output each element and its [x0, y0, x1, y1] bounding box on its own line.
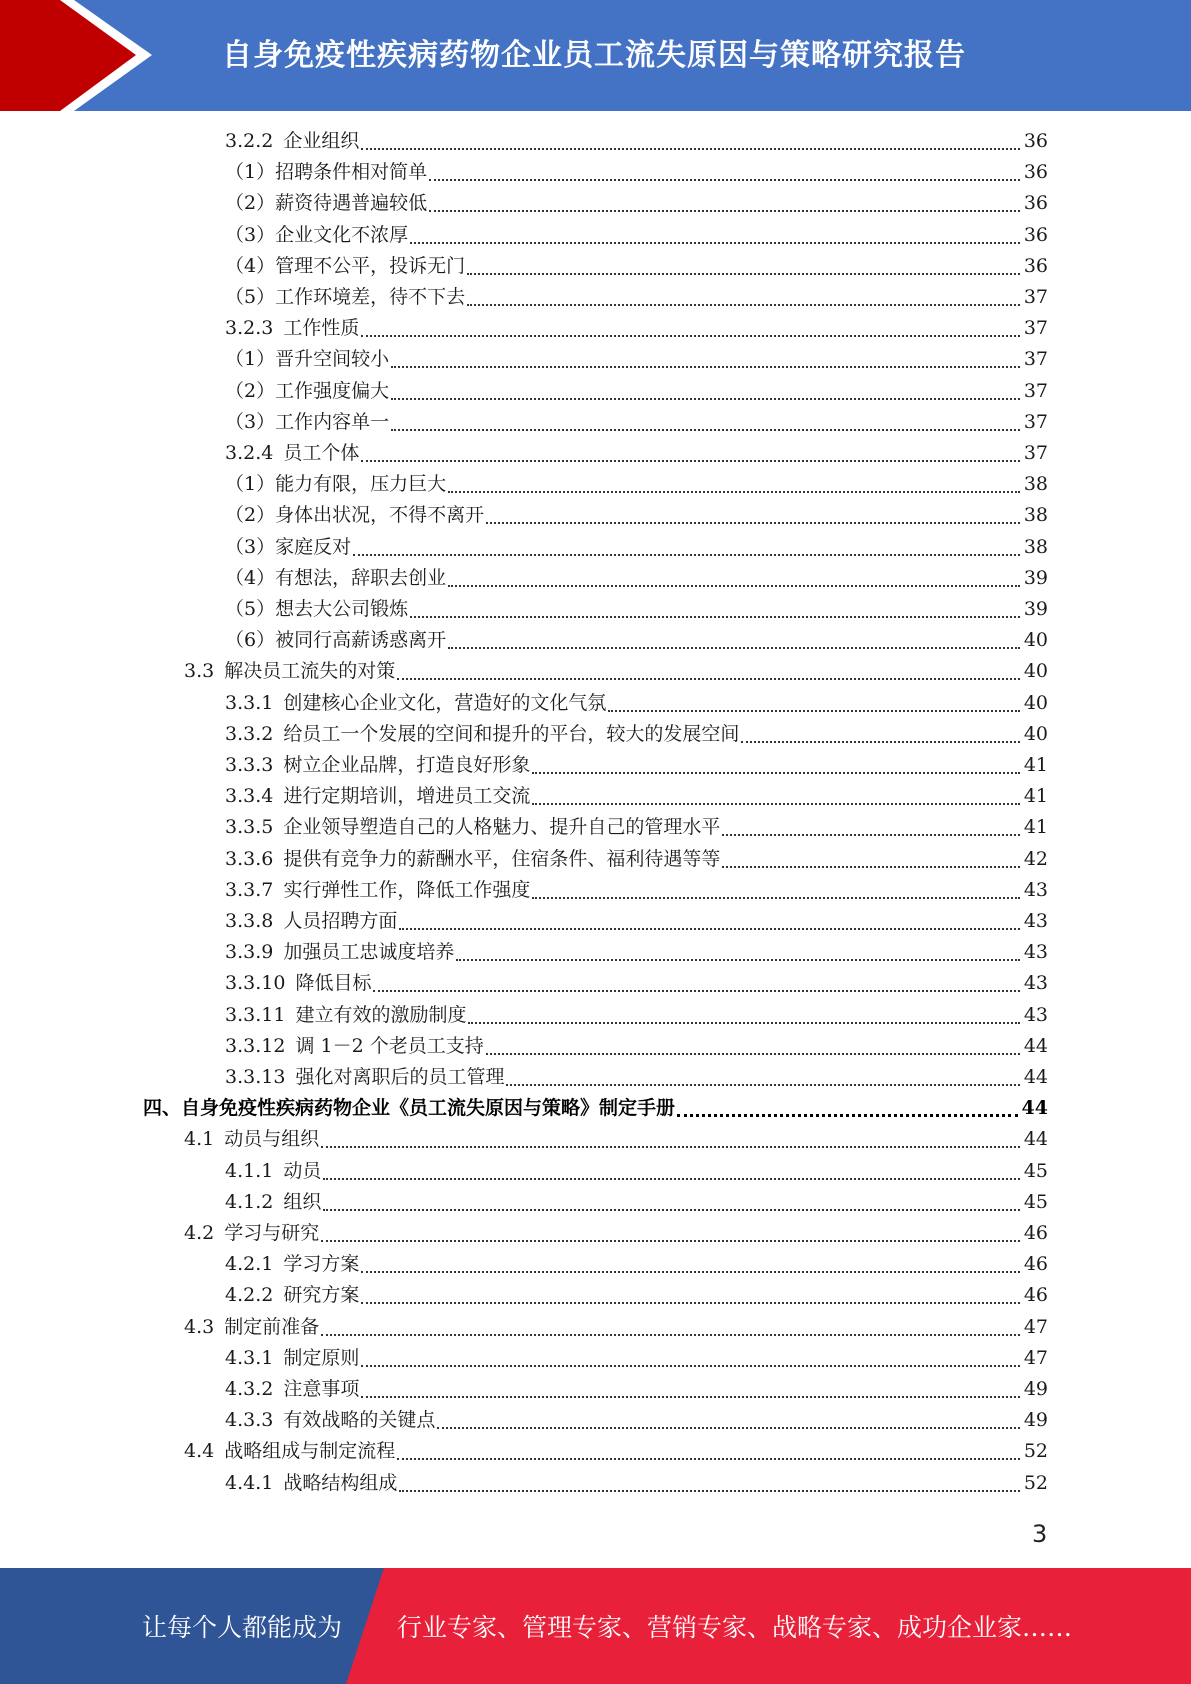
toc-entry-leader	[429, 210, 1020, 212]
toc-entry-title: 提供有竞争力的薪酬水平，住宿条件、福利待遇等等	[283, 848, 721, 870]
toc-entry-leader	[741, 741, 1019, 743]
toc-entry-page: 52	[1023, 1472, 1048, 1494]
toc-entry[interactable]	[225, 875, 1048, 906]
toc-entry[interactable]	[225, 251, 1048, 282]
toc-entry-leader	[608, 710, 1019, 712]
toc-entry-page: 38	[1023, 504, 1048, 526]
toc-entry[interactable]	[225, 1187, 1048, 1218]
toc-entry[interactable]	[225, 563, 1048, 594]
toc-entry-page: 45	[1023, 1191, 1048, 1213]
toc-entry-leader	[467, 304, 1020, 306]
toc-entry-leader	[391, 366, 1020, 368]
toc-entry-page: 37	[1023, 442, 1048, 464]
toc-entry-page: 46	[1023, 1284, 1048, 1306]
toc-entry-number: 3.2.3	[225, 317, 274, 339]
toc-entry-page: 36	[1023, 161, 1048, 183]
toc-entry-leader	[410, 242, 1020, 244]
page-footer	[0, 1568, 1191, 1684]
toc-entry-leader	[429, 179, 1020, 181]
toc-entry-title: 人员招聘方面	[283, 910, 398, 932]
toc-entry-title: 树立企业品牌，打造良好形象	[283, 754, 531, 776]
toc-entry-page: 37	[1023, 317, 1048, 339]
toc-entry-number: 4.2.1	[225, 1253, 274, 1275]
toc-entry-page: 43	[1023, 1004, 1048, 1026]
toc-entry[interactable]	[225, 719, 1048, 750]
toc-entry-number: 4.1.2	[225, 1191, 274, 1213]
toc-entry-title: 四、自身免疫性疾病药物企业《员工流失原因与策略》制定手册	[143, 1097, 676, 1119]
toc-entry-number: 3.2.4	[225, 442, 274, 464]
toc-entry[interactable]	[225, 157, 1048, 188]
toc-entry-page: 43	[1023, 972, 1048, 994]
toc-entry[interactable]	[225, 1249, 1048, 1280]
toc-entry-page: 38	[1023, 536, 1048, 558]
toc-entry-leader	[397, 1458, 1020, 1460]
toc-entry-leader	[448, 491, 1020, 493]
toc-entry-page: 44	[1023, 1128, 1048, 1150]
toc-entry-number: 4.4.1	[225, 1472, 274, 1494]
toc-entry-leader	[361, 1396, 1019, 1398]
toc-entry-leader	[722, 834, 1019, 836]
toc-entry[interactable]	[225, 968, 1048, 999]
toc-entry-title: 进行定期培训，增进员工交流	[283, 785, 531, 807]
toc-entry-leader	[437, 1427, 1019, 1429]
toc-entry-title: （4）管理不公平，投诉无门	[225, 255, 466, 277]
toc-entry-title: 注意事项	[283, 1378, 360, 1400]
footer-slogan-left: 让每个人都能成为	[142, 1613, 343, 1642]
toc-entry-leader	[391, 398, 1020, 400]
toc-entry[interactable]	[225, 1156, 1048, 1187]
toc-entry-leader	[532, 897, 1019, 899]
toc-entry-leader	[456, 959, 1019, 961]
toc-entry-page: 36	[1023, 224, 1048, 246]
toc-entry-page: 43	[1023, 941, 1048, 963]
toc-entry-leader	[361, 1365, 1019, 1367]
toc-entry-number: 3.3.1	[225, 692, 274, 714]
toc-entry-page: 41	[1023, 816, 1048, 838]
toc-entry-page: 44	[1023, 1035, 1048, 1057]
toc-entry-title: 战略结构组成	[283, 1472, 398, 1494]
toc-entry[interactable]	[225, 750, 1048, 781]
toc-entry[interactable]	[225, 1000, 1048, 1031]
toc-entry-leader	[467, 273, 1020, 275]
toc-entry-leader	[321, 1146, 1020, 1148]
toc-entry-page: 43	[1023, 879, 1048, 901]
toc-entry-title: （3）工作内容单一	[225, 411, 390, 433]
toc-entry-leader	[486, 522, 1020, 524]
toc-entry-title: （5）想去大公司锻炼	[225, 598, 409, 620]
toc-entry-number: 3.3.4	[225, 785, 274, 807]
toc-entry-number: 4.3.3	[225, 1409, 274, 1431]
toc-entry-leader	[506, 1084, 1019, 1086]
toc-entry-leader	[468, 1022, 1019, 1024]
toc-entry-number: 3.2.2	[225, 130, 274, 152]
toc-entry-number: 3.3.10	[225, 972, 286, 994]
footer-slogan-right: 行业专家、管理专家、营销专家、战略专家、成功企业家……	[397, 1613, 1073, 1642]
toc-entry-leader	[373, 990, 1019, 992]
toc-entry-number: 3.3.13	[225, 1066, 286, 1088]
toc-entry-number: 4.2.2	[225, 1284, 274, 1306]
toc-entry-leader	[391, 429, 1020, 431]
toc-entry-page: 36	[1023, 255, 1048, 277]
toc-entry[interactable]	[184, 1124, 1048, 1155]
toc-entry[interactable]	[184, 656, 1048, 687]
toc-entry[interactable]	[225, 188, 1048, 219]
toc-entry-number: 3.3.11	[225, 1004, 286, 1026]
toc-entry-leader	[722, 866, 1019, 868]
toc-entry-page: 36	[1023, 130, 1048, 152]
toc-entry[interactable]	[225, 313, 1048, 344]
toc-entry-page: 46	[1023, 1222, 1048, 1244]
toc-entry-leader	[397, 678, 1020, 680]
toc-entry-page: 41	[1023, 754, 1048, 776]
toc-entry-leader	[323, 1178, 1019, 1180]
toc-entry-title: 实行弹性工作，降低工作强度	[283, 879, 531, 901]
toc-entry[interactable]	[225, 625, 1048, 656]
toc-entry-title: 制定原则	[283, 1347, 360, 1369]
toc-entry-leader	[677, 1114, 1018, 1117]
toc-entry-page: 45	[1023, 1160, 1048, 1182]
toc-entry[interactable]	[225, 1280, 1048, 1311]
toc-entry-title: （4）有想法，辞职去创业	[225, 567, 447, 589]
toc-entry[interactable]	[225, 1031, 1048, 1062]
toc-entry-page: 49	[1023, 1409, 1048, 1431]
toc-entry[interactable]	[225, 906, 1048, 937]
toc-entry-title: （5）工作环境差，待不下去	[225, 286, 466, 308]
toc-entry-title: 研究方案	[283, 1284, 360, 1306]
toc-entry[interactable]	[143, 1093, 1048, 1124]
toc-entry-leader	[361, 1302, 1019, 1304]
toc-entry-leader	[448, 585, 1020, 587]
toc-entry-page: 36	[1023, 192, 1048, 214]
toc-entry-leader	[321, 1334, 1020, 1336]
header-title: 自身免疫性疾病药物企业员工流失原因与策略研究报告	[222, 38, 966, 73]
toc-entry-leader	[532, 772, 1019, 774]
toc-entry-page: 40	[1023, 660, 1048, 682]
toc-entry-title: （1）晋升空间较小	[225, 348, 390, 370]
toc-entry-page: 37	[1023, 286, 1048, 308]
toc-entry[interactable]	[225, 469, 1048, 500]
toc-entry-leader	[361, 335, 1019, 337]
toc-entry-title: 组织	[283, 1191, 322, 1213]
toc-entry[interactable]	[225, 532, 1048, 563]
toc-entry-title: 给员工一个发展的空间和提升的平台，较大的发展空间	[283, 723, 740, 745]
toc-entry-page: 39	[1023, 567, 1048, 589]
toc-entry-title: 调 1－2 个老员工支持	[295, 1035, 484, 1057]
toc-entry[interactable]	[184, 1312, 1048, 1343]
toc-entry-leader	[353, 554, 1020, 556]
toc-entry-page: 37	[1023, 411, 1048, 433]
toc-entry-title: 员工个体	[283, 442, 360, 464]
toc-entry-number: 3.3.2	[225, 723, 274, 745]
toc-entry[interactable]	[225, 376, 1048, 407]
toc-entry[interactable]	[225, 937, 1048, 968]
toc-entry-number: 3.3	[184, 660, 215, 682]
toc-entry-title: 学习与研究	[224, 1222, 320, 1244]
toc-entry-leader	[399, 928, 1019, 930]
toc-entry[interactable]	[184, 1436, 1048, 1467]
toc-entry-number: 4.1.1	[225, 1160, 274, 1182]
toc-entry[interactable]	[184, 1218, 1048, 1249]
toc-entry-leader	[361, 148, 1019, 150]
toc-entry[interactable]	[225, 220, 1048, 251]
toc-entry-number: 3.3.7	[225, 879, 274, 901]
toc-entry[interactable]	[225, 1343, 1048, 1374]
toc-entry[interactable]	[225, 282, 1048, 313]
toc-entry-title: （3）家庭反对	[225, 536, 352, 558]
toc-entry-number: 4.1	[184, 1128, 215, 1150]
toc-entry-leader	[410, 616, 1020, 618]
toc-entry-page: 44	[1023, 1066, 1048, 1088]
toc-entry-page: 43	[1023, 910, 1048, 932]
toc-entry-page: 42	[1023, 848, 1048, 870]
toc-entry-number: 4.4	[184, 1440, 215, 1462]
toc-entry-page: 47	[1023, 1316, 1048, 1338]
toc-entry-number: 4.3	[184, 1316, 215, 1338]
toc-entry[interactable]	[225, 1405, 1048, 1436]
toc-entry[interactable]	[225, 500, 1048, 531]
header-arrow-decoration	[0, 0, 160, 111]
toc-entry-leader	[323, 1209, 1019, 1211]
toc-entry-title: （2）身体出状况，不得不离开	[225, 504, 485, 526]
toc-entry-title: （2）工作强度偏大	[225, 380, 390, 402]
toc-entry-page: 44	[1021, 1097, 1048, 1119]
page-number: 3	[1032, 1520, 1048, 1548]
toc-entry[interactable]	[225, 812, 1048, 843]
toc-entry-leader	[486, 1053, 1020, 1055]
toc-entry-title: 有效战略的关键点	[283, 1409, 436, 1431]
toc-entry[interactable]	[225, 1374, 1048, 1405]
toc-entry-title: 动员	[283, 1160, 322, 1182]
toc-entry[interactable]	[225, 126, 1048, 157]
toc-entry[interactable]	[225, 594, 1048, 625]
toc-entry-page: 49	[1023, 1378, 1048, 1400]
toc-entry-title: 解决员工流失的对策	[224, 660, 396, 682]
toc-entry[interactable]	[225, 781, 1048, 812]
toc-entry-title: 学习方案	[283, 1253, 360, 1275]
toc-entry-title: （1）能力有限，压力巨大	[225, 473, 447, 495]
toc-entry[interactable]	[225, 344, 1048, 375]
toc-entry[interactable]	[225, 407, 1048, 438]
toc-entry-title: 企业领导塑造自己的人格魅力、提升自己的管理水平	[283, 816, 721, 838]
toc-entry-number: 3.3.9	[225, 941, 274, 963]
toc-entry-number: 3.3.3	[225, 754, 274, 776]
toc-entry-number: 4.3.1	[225, 1347, 274, 1369]
toc-entry-number: 3.3.5	[225, 816, 274, 838]
toc-entry[interactable]	[225, 688, 1048, 719]
toc-entry-title: 战略组成与制定流程	[224, 1440, 396, 1462]
toc-entry-page: 46	[1023, 1253, 1048, 1275]
toc-entry-page: 40	[1023, 723, 1048, 745]
toc-entry[interactable]	[225, 438, 1048, 469]
toc-entry-page: 37	[1023, 380, 1048, 402]
toc-entry[interactable]	[225, 1468, 1048, 1499]
toc-entry-title: 动员与组织	[224, 1128, 320, 1150]
toc-entry[interactable]	[225, 1062, 1048, 1093]
toc-entry-page: 47	[1023, 1347, 1048, 1369]
toc-entry-title: 降低目标	[295, 972, 372, 994]
toc-entry-title: 强化对离职后的员工管理	[295, 1066, 505, 1088]
toc-entry-leader	[448, 647, 1020, 649]
toc-entry-title: 制定前准备	[224, 1316, 320, 1338]
toc-entry-title: 加强员工忠诚度培养	[283, 941, 455, 963]
toc-entry-title: 创建核心企业文化，营造好的文化气氛	[283, 692, 607, 714]
toc-entry-leader	[361, 460, 1019, 462]
toc-entry-number: 4.3.2	[225, 1378, 274, 1400]
toc-entry-page: 37	[1023, 348, 1048, 370]
toc-entry-page: 39	[1023, 598, 1048, 620]
toc-entry-number: 3.3.8	[225, 910, 274, 932]
toc-entry-number: 3.3.12	[225, 1035, 286, 1057]
toc-entry-title: 工作性质	[283, 317, 360, 339]
toc-entry-leader	[532, 803, 1019, 805]
toc-entry-number: 3.3.6	[225, 848, 274, 870]
toc-entry-page: 52	[1023, 1440, 1048, 1462]
toc-entry-title: 企业组织	[283, 130, 360, 152]
toc-entry-title: （3）企业文化不浓厚	[225, 224, 409, 246]
toc-entry[interactable]	[225, 844, 1048, 875]
toc-entry-title: （6）被同行高薪诱惑离开	[225, 629, 447, 651]
toc-entry-page: 41	[1023, 785, 1048, 807]
toc-entry-page: 40	[1023, 692, 1048, 714]
toc-entry-number: 4.2	[184, 1222, 215, 1244]
toc-entry-leader	[399, 1490, 1019, 1492]
toc-entry-title: （2）薪资待遇普遍较低	[225, 192, 428, 214]
toc-entry-leader	[321, 1240, 1020, 1242]
toc-entry-page: 38	[1023, 473, 1048, 495]
toc-entry-title: 建立有效的激励制度	[295, 1004, 467, 1026]
toc-entry-page: 40	[1023, 629, 1048, 651]
toc-entry-leader	[361, 1271, 1019, 1273]
page-header	[0, 0, 1191, 111]
toc-entry-title: （1）招聘条件相对简单	[225, 161, 428, 183]
